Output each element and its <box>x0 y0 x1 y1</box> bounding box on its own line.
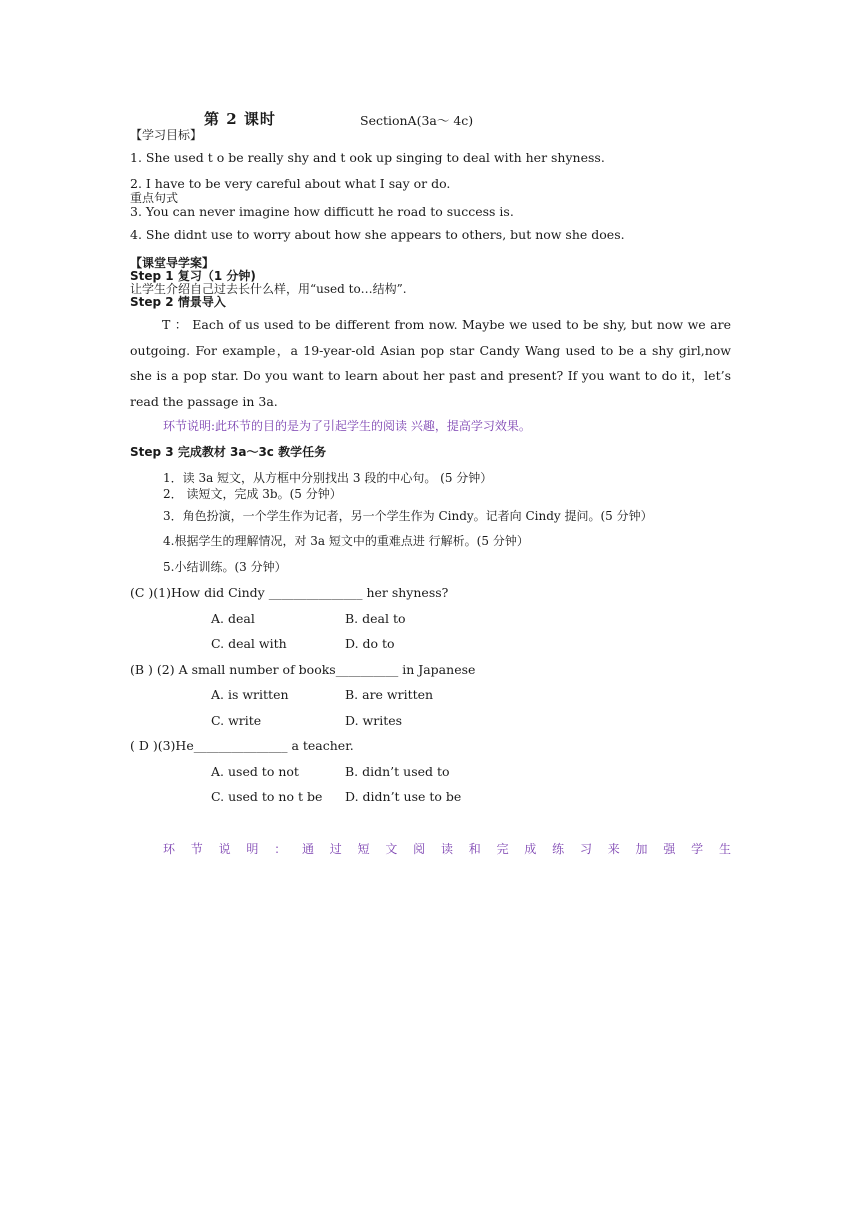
closing-note-char: 文 <box>385 842 398 856</box>
closing-note-char: ： <box>274 842 287 856</box>
question-3-option-a: A. used to not <box>211 764 299 779</box>
section-label: SectionA(3a〜 4c) <box>360 113 474 128</box>
task-4: 4.根据学生的理解情况，对 3a 短文中的重难点进 行解析。(5 分钟） <box>163 534 529 548</box>
closing-note-char: 过 <box>329 842 342 856</box>
lesson-title: 第 2 课时 <box>204 110 276 128</box>
key-sentences-label: 重点句式 <box>130 191 179 205</box>
question-1-option-a: A. deal <box>211 611 255 626</box>
objective-4: 4. She didnt use to worry about how she appears to others, but now she does. <box>130 227 625 242</box>
task-1: 1．读 3a 短文，从方框中分别找出 3 段的中心句。 (5 分钟） <box>163 471 493 485</box>
question-2-option-d: D. writes <box>345 713 403 728</box>
objective-2: 2. I have to be very careful about what I say or do. <box>130 176 451 191</box>
step3-title: Step 3 完成教材 3a〜3c 教学任务 <box>130 445 327 459</box>
closing-note-char: 生 <box>718 842 731 856</box>
closing-note-char: 环 <box>163 842 176 856</box>
step1-title: Step 1 复习（1 分钟) <box>130 269 256 283</box>
question-1-option-b: B. deal to <box>345 611 406 626</box>
task-3: 3．角色扮演，一个学生作为记者，另一个学生作为 Cindy。记者向 Cindy 提问。(5 分钟） <box>163 509 653 523</box>
question-3-option-c: C. used to no t be <box>211 789 323 804</box>
closing-note-char: 加 <box>635 842 648 856</box>
step2-title: Step 2 情景导入 <box>130 295 226 309</box>
closing-note-char: 成 <box>524 842 537 856</box>
question-2-option-a: A. is written <box>211 687 289 702</box>
step2-paragraph <box>130 312 731 414</box>
task-2: 2． 读短文，完成 3b。(5 分钟） <box>163 487 342 501</box>
question-2-stem: (B ) (2) A small number of books__________ in Japanese <box>130 662 476 677</box>
closing-note-char: 和 <box>468 842 481 856</box>
question-3-option-d: D. didn’t use to be <box>345 789 462 804</box>
guide-heading: 【课堂导学案】 <box>130 256 215 270</box>
closing-note-char: 节 <box>190 842 203 856</box>
closing-note-char: 明 <box>246 842 259 856</box>
question-3-option-b: B. didn’t used to <box>345 764 450 779</box>
closing-note-char: 说 <box>218 842 231 856</box>
closing-note-char: 完 <box>496 842 509 856</box>
closing-note-char: 短 <box>357 842 370 856</box>
step1-text: 让学生介绍自己过去长什么样，用“used to…结构”. <box>130 282 407 296</box>
closing-note-char: 阅 <box>413 842 426 856</box>
closing-note-char: 习 <box>579 842 592 856</box>
closing-note <box>163 840 731 857</box>
question-2-option-b: B. are written <box>345 687 434 702</box>
closing-note-char: 练 <box>552 842 565 856</box>
closing-note-char: 强 <box>663 842 676 856</box>
question-3-stem: ( D )(3)He_______________ a teacher. <box>130 738 354 753</box>
objectives-heading: 【学习目标】 <box>130 128 203 142</box>
step2-note: 环节说明:此环节的目的是为了引起学生的阅读 兴趣，提高学习效果。 <box>163 419 531 433</box>
question-2-option-c: C. write <box>211 713 262 728</box>
question-1-option-d: D. do to <box>345 636 395 651</box>
objective-1: 1. She used t o be really shy and t ook up singing to deal with her shyness. <box>130 150 605 165</box>
closing-note-char: 读 <box>440 842 453 856</box>
task-5: 5.小结训练。(3 分钟） <box>163 560 287 574</box>
question-1-option-c: C. deal with <box>211 636 287 651</box>
closing-note-char: 学 <box>691 842 704 856</box>
closing-note-char: 来 <box>607 842 620 856</box>
step2-teacher-text: T ： Each of us used to be different from now. Maybe we used to be shy, but now we are outgoing. For example，a 19-year-old Asian pop star Candy Wang used to be a shy girl,now she is a pop star. Do you want to learn about her past and present? If you want to do it，let’s read the passage in 3a. <box>130 317 731 409</box>
objective-3: 3. You can never imagine how difficutt he road to success is. <box>130 204 514 219</box>
question-1-stem: (C )(1)How did Cindy _______________ her shyness? <box>130 585 449 600</box>
closing-note-char: 通 <box>301 842 314 856</box>
